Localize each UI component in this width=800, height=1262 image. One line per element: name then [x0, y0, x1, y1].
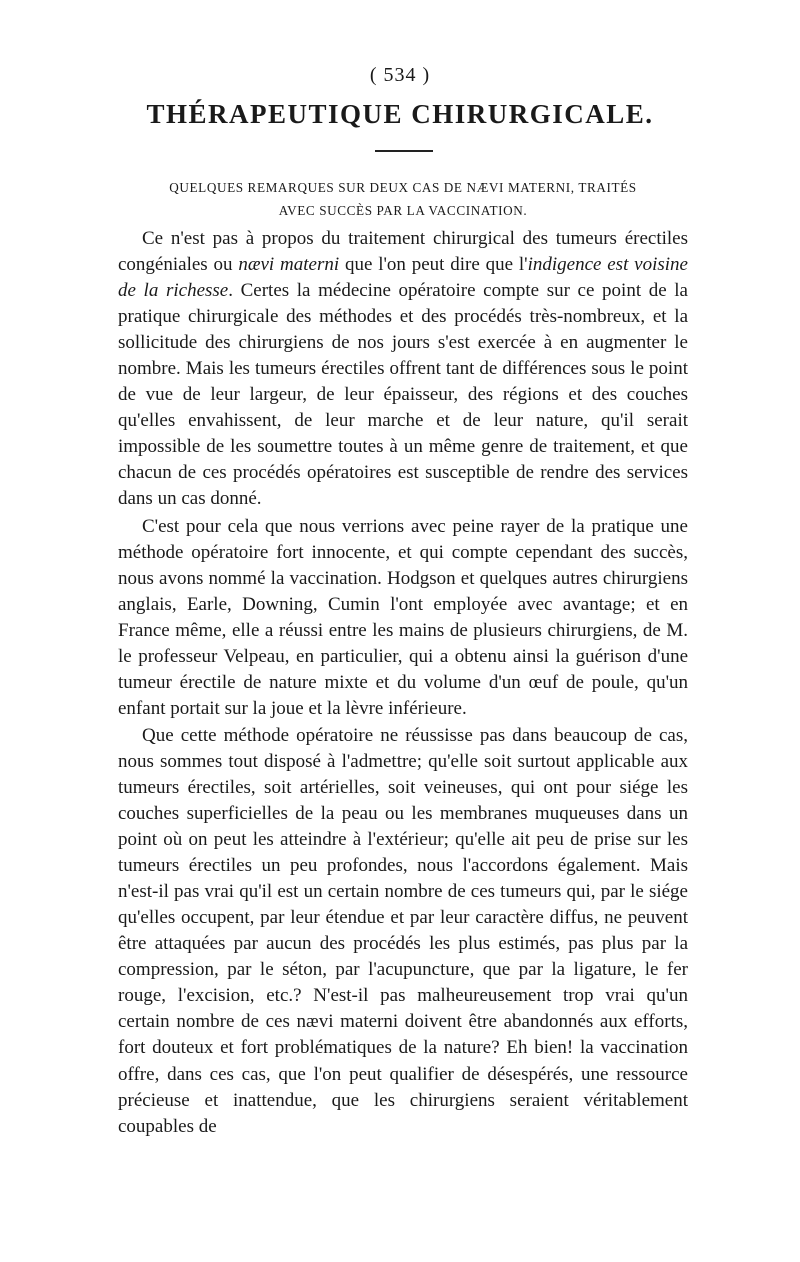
- paragraph-2: C'est pour cela que nous verrions avec peine rayer de la pratique une méthode opératoire fort innocente, et qui compte cependant des succès, nous avons nommé la vaccination. Hodgson et quelques autres chirurgiens anglais, Earle, Downing, Cumin l'ont employée avec avantage; et en France même, elle a réussi entre les mains de plusieurs chirurgiens, de M. le professeur Velpeau, en particulier, qui a obtenu ainsi la guérison d'une tumeur érectile de nature mixte et du volume d'un œuf de poule, qu'un enfant portait sur la joue et la lèvre inférieure.: [118, 515, 688, 719]
- p1-text-c: que l'on peut dire que l': [339, 254, 528, 276]
- p1-text-e: . Certes la médecine opératoire compte sur ce point de la pratique chirurgicale des méthodes et des procédés très-nombreux, et la sollicitude des chirurgiens de nos jours s'est exercée à en augmenter le nombre. Mais les tumeurs érectiles offrent tant de différences sous le point de vue de leur largeur, de leur épaisseur, des régions et des couches qu'elles envahissent, de leur marche et de leur nature, qu'il serait impossible de les soumettre toutes à un même genre de traitement, et que chacun de ces procédés opératoires est susceptible de rendre des services dans un cas donné.: [118, 280, 688, 510]
- section-title: THÉRAPEUTIQUE CHIRURGICALE.: [146, 99, 654, 129]
- p1-italic-naevi: nævi materni: [238, 254, 340, 276]
- article-title-line1: QUELQUES REMARQUES SUR DEUX CAS DE NÆVI MATERNI, TRAITÉS: [169, 180, 637, 195]
- p1-italic-proverb: indigence est voisine de la richesse: [118, 254, 688, 302]
- paragraph-3: Que cette méthode opératoire ne réussisse pas dans beaucoup de cas, nous sommes tout disposé à l'admettre; qu'elle soit surtout applicable aux tumeurs érectiles, soit artérielles, soit veineuses, qui ont pour siége les couches superficielles de la peau ou les membranes muqueuses dans un point où on peut les atteindre à l'extérieur; qu'elle ait peu de prise sur les tumeurs érectiles un peu profondes, nous l'accordons également. Mais n'est-il pas vrai qu'il est un certain nombre de ces tumeurs qui, par le siége qu'elles occupent, par leur étendue et par leur caractère diffus, ne peuvent être attaquées par aucun des procédés les plus estimés, pas plus par la compression, par le séton, par l'acupuncture, que par la ligature, le fer rouge, l'excision, etc.? N'est-il pas malheureusement trop vrai qu'un certain nombre de ces nævi materni doivent être abandonnés aux efforts, fort douteux et fort problématiques de la nature? Eh bien! la vaccination offre, dans ces cas, que l'on peut qualifier de désespérés, une ressource précieuse et inattendue, que les chirurgiens seraient véritablement coupables de: [118, 724, 688, 1137]
- p1-text-a: Ce n'est pas à propos du traitement chirurgical des tumeurs érectiles congéniales ou: [118, 228, 688, 276]
- article-body: [118, 226, 688, 1141]
- article-title: [118, 176, 688, 222]
- article-title-line2: AVEC SUCCÈS PAR LA VACCINATION.: [278, 203, 528, 218]
- page-number: ( 534 ): [369, 64, 431, 86]
- title-rule: [375, 150, 433, 152]
- paragraph-1: [118, 226, 688, 513]
